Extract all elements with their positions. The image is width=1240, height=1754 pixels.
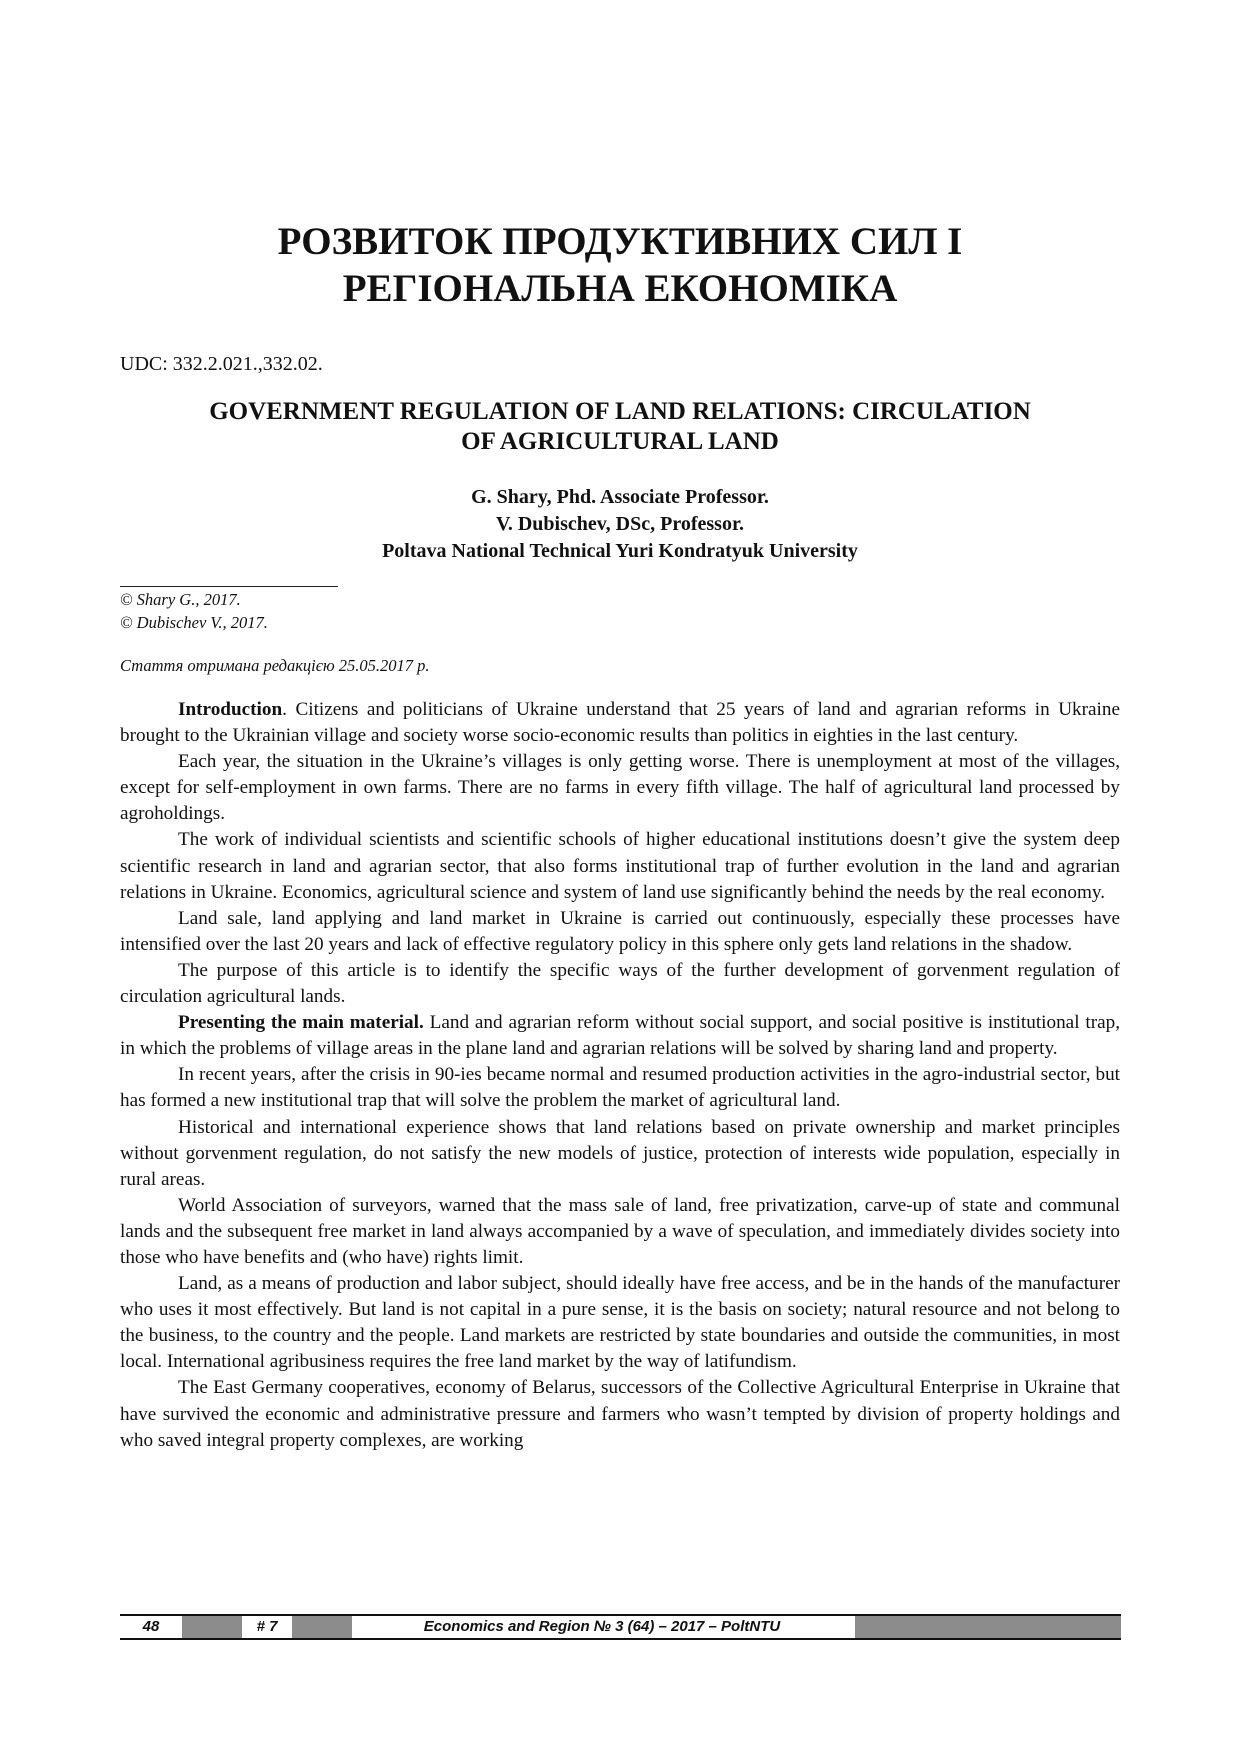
footer-grey-block: [292, 1616, 352, 1638]
udc-code: UDC: 332.2.021.,332.02.: [120, 353, 323, 375]
article-title-line-2: OF AGRICULTURAL LAND: [461, 428, 779, 455]
paragraph: Land, as a means of production and labor subject, should ideally have free access, and be in the hands of the manufacturer who uses it most effectively. But land is not capital in a pure sense, it is the basis on society; natural resource and not belong to the business, to the country and the people. Land markets are restricted by state boundaries and outside the communities, in most local. International agribusiness requires the free land market by the way of latifundism.: [120, 1273, 1120, 1373]
paragraph: Historical and international experience shows that land relations based on private ownership and market principles without gorvenment regulation, do not satisfy the new models of justice, protection of interests wide population, especially in rural areas.: [120, 1116, 1120, 1190]
main-material-label: Presenting the main material.: [178, 1012, 424, 1034]
paragraph: The East Germany cooperatives, economy of Belarus, successors of the Collective Agricultural Enterprise in Ukraine that have survived the economic and administrative pressure and farmers who wasn’t tempted by division of property holdings and who saved integral property complexes, are working: [120, 1377, 1120, 1451]
section-title-line-2: РЕГІОНАЛЬНА ЕКОНОМІКА: [342, 267, 898, 310]
author-2: V. Dubischev, DSc, Professor.: [496, 513, 744, 535]
paragraph: Land sale, land applying and land market in Ukraine is carried out continuously, especially these processes have intensified over the last 20 years and lack of effective regulatory policy in this sphere only gets land relations in the shadow.: [120, 907, 1120, 955]
article-title-line-1: GOVERNMENT REGULATION OF LAND RELATIONS: CIRCULATION: [209, 398, 1031, 425]
introduction-label: Introduction: [178, 699, 283, 720]
paragraph-introduction: [120, 697, 1120, 749]
copyright-line-1: © Shary G., 2017.: [120, 590, 241, 609]
article-body: [120, 697, 1120, 1454]
article-title: [120, 397, 1120, 457]
introduction-text: . Citizens and politicians of Ukraine understand that 25 years of land and agrarian reforms in Ukraine brought to the Ukrainian village and society worse socio-economic results than politics in eighties in the last century.: [120, 699, 1120, 747]
footer-issue: # 7: [256, 1618, 278, 1635]
footnote-rule: [120, 586, 338, 587]
paragraph: The work of individual scientists and scientific schools of higher educational institutions doesn’t give the system deep scientific research in land and agrarian sector, that also forms institutional trap of further evolution in the land and agrarian relations in Ukraine. Economics, agricultural science and system of land use significantly behind the needs by the real economy.: [120, 829, 1120, 903]
main-material-text: Land and agrarian reform without social support, and social positive is institutional trap, in which the problems of village areas in the plane land and agrarian relations will be solved by sharing land and property.: [120, 1012, 1120, 1060]
paragraph: In recent years, after the crisis in 90-ies became normal and resumed production activities in the agro-industrial sector, but has formed a new institutional trap that will solve the problem the market of agricultural land.: [120, 1064, 1120, 1112]
footer-journal: Economics and Region № 3 (64) – 2017 – PoltNTU: [423, 1618, 781, 1635]
paragraph: The purpose of this article is to identify the specific ways of the further development of gorvenment regulation of circulation agricultural lands.: [120, 959, 1120, 1008]
footer-page-number: 48: [142, 1618, 160, 1635]
affiliation: Poltava National Technical Yuri Kondratyuk University: [382, 540, 858, 562]
paragraph: Each year, the situation in the Ukraine’s villages is only getting worse. There is unemployment at most of the villages, except for self-employment in own farms. There are no farms in every fifth village. The half of agricultural land processed by agroholdings.: [120, 751, 1120, 825]
copyright-line-2: © Dubischev V., 2017.: [120, 613, 268, 632]
copyright-notes: [120, 588, 268, 634]
footer-grey-block: [855, 1616, 1121, 1638]
author-1: G. Shary, Phd. Associate Professor.: [471, 486, 769, 508]
section-title-line-1: РОЗВИТОК ПРОДУКТИВНИХ СИЛ І: [277, 220, 963, 263]
received-date: Стаття отримана редакцією 25.05.2017 р.: [120, 656, 430, 675]
page-footer: [120, 1614, 1121, 1640]
section-title: [120, 218, 1120, 312]
footer-grey-block: [182, 1616, 242, 1638]
authors-block: [120, 484, 1120, 565]
paragraph-main-material: [120, 1010, 1120, 1062]
paragraph: World Association of surveyors, warned that the mass sale of land, free privatization, carve-up of state and communal lands and the subsequent free market in land always accompanied by a wave of speculation, and immediately divides society into those who have benefits and (who have) rights limit.: [120, 1194, 1120, 1268]
